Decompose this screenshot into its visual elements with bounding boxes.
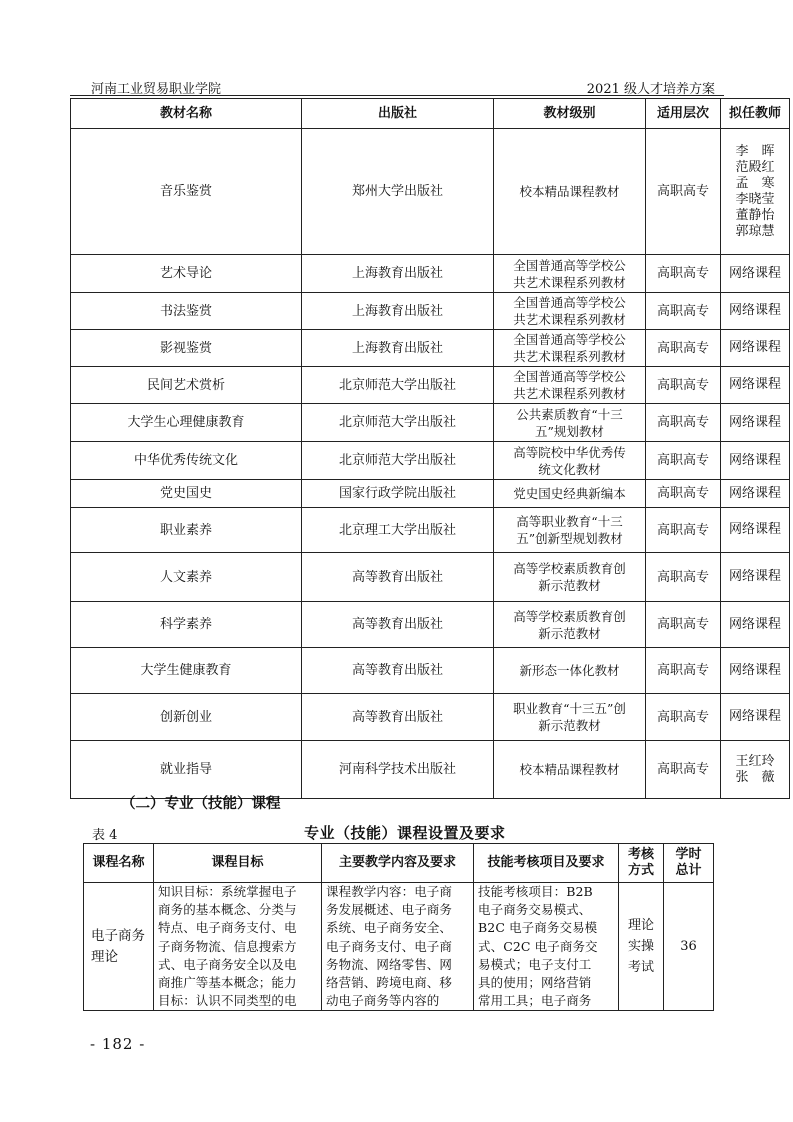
textbook-name: 创新创业 (71, 694, 302, 741)
column-header (664, 844, 714, 883)
textbook-tier: 高职高专 (646, 255, 721, 293)
textbook-tier: 高职高专 (646, 553, 721, 602)
textbook-publisher: 上海教育出版社 (302, 330, 494, 367)
header-rule (70, 95, 724, 96)
course-name-line: 理论 (91, 948, 118, 965)
course-content-line: 务发展概述、电子商务 (326, 902, 453, 918)
textbook-level-line: 高等院校中华优秀传 (513, 444, 626, 460)
textbook-level-line: 全国普通高等学校公 (513, 332, 626, 347)
column-header-line: 方式 (627, 863, 654, 878)
textbook-publisher: 上海教育出版社 (302, 255, 494, 293)
textbook-teacher (721, 367, 790, 404)
column-header (84, 844, 154, 883)
teacher-line: 网络课程 (728, 569, 781, 584)
textbook-publisher: 国家行政学院出版社 (302, 480, 494, 508)
teacher-line: 郭琼慧 (735, 223, 775, 239)
table-row (71, 741, 790, 799)
course-method-line: 实操 (627, 939, 654, 955)
textbook-teacher (721, 553, 790, 602)
teacher-line: 网络课程 (728, 303, 781, 318)
table-row (71, 602, 790, 648)
teacher-line: 网络课程 (728, 377, 781, 392)
table-row (71, 255, 790, 293)
textbook-level-line: 新形态一体化教材 (519, 663, 620, 678)
textbook-level-line: 校本精品课程教材 (519, 762, 620, 777)
course-name-line: 电子商务 (91, 927, 145, 944)
textbook-level (494, 129, 646, 255)
course-content-line: 络营销、跨境电商、移 (326, 975, 453, 991)
textbook-level-line: 高等学校素质教育创 (513, 608, 626, 624)
course-skills (474, 883, 619, 1011)
textbook-tier: 高职高专 (646, 508, 721, 553)
textbook-level-line: 共艺术课程系列教材 (513, 312, 626, 327)
textbook-level-line: 全国普通高等学校公 (513, 369, 626, 384)
course-content-line: 务物流、网络零售、网 (326, 956, 453, 972)
course-objective-line: 子商务物流、信息搜索方 (158, 938, 297, 954)
header-plan-title: 2021 级人才培养方案 (586, 82, 715, 97)
textbook-level (494, 367, 646, 404)
textbook-name: 就业指导 (71, 741, 302, 799)
teacher-line: 李晓莹 (735, 191, 775, 207)
textbook-level (494, 508, 646, 553)
textbook-level-line: 新示范教材 (538, 718, 601, 733)
teacher-line: 网络课程 (728, 709, 781, 724)
column-header-line: 总计 (675, 863, 702, 878)
textbook-tier: 高职高专 (646, 648, 721, 694)
course-table-header-row (84, 844, 714, 883)
course-name (84, 883, 154, 1011)
textbook-level-line: 五”规划教材 (535, 423, 604, 439)
textbook-tier: 高职高专 (646, 442, 721, 480)
textbook-level-line: 共艺术课程系列教材 (513, 349, 626, 364)
textbook-name: 党史国史 (71, 480, 302, 508)
teacher-line: 网络课程 (728, 616, 781, 632)
column-header: 适用层次 (646, 99, 721, 129)
column-header-line: 技能考核项目及要求 (487, 855, 605, 870)
teacher-line: 网络课程 (728, 522, 781, 537)
course-content-line: 课程教学内容：电子商 (326, 884, 453, 899)
textbook-name: 艺术导论 (71, 255, 302, 293)
course-content (322, 883, 474, 1011)
textbook-tier: 高职高专 (646, 741, 721, 799)
textbook-name: 民间艺术赏析 (71, 367, 302, 404)
textbook-tier: 高职高专 (646, 330, 721, 367)
section-title: （二）专业（技能）课程 (121, 795, 281, 812)
textbook-teacher (721, 694, 790, 741)
teacher-line: 网络课程 (728, 662, 781, 678)
column-header-line: 课程名称 (92, 855, 145, 870)
textbook-level (494, 741, 646, 799)
column-header-line: 学时 (675, 847, 702, 862)
teacher-line: 孟 寒 (735, 175, 775, 191)
column-header (154, 844, 322, 883)
column-header (322, 844, 474, 883)
table-row (71, 404, 790, 442)
table-row (71, 293, 790, 330)
course-method-line: 理论 (627, 918, 654, 934)
course-objective-line: 特点、电子商务支付、电 (158, 920, 297, 936)
textbook-level-line: 共艺术课程系列教材 (513, 274, 626, 290)
column-header-line: 考核 (627, 847, 654, 862)
textbook-level (494, 694, 646, 741)
textbook-teacher (721, 648, 790, 694)
teacher-line: 董静怡 (735, 207, 775, 223)
textbook-table (70, 98, 790, 799)
course-objective (154, 883, 322, 1011)
teacher-line: 李 晖 (735, 143, 775, 159)
table-row (71, 648, 790, 694)
course-method (619, 883, 664, 1011)
teacher-line: 网络课程 (728, 452, 781, 468)
course-skills-line: 电子商务交易模式、 (478, 902, 592, 918)
textbook-publisher: 北京师范大学出版社 (302, 442, 494, 480)
textbook-tier: 高职高专 (646, 694, 721, 741)
textbook-publisher: 高等教育出版社 (302, 648, 494, 694)
textbook-publisher: 高等教育出版社 (302, 694, 494, 741)
column-header (474, 844, 619, 883)
column-header: 拟任教师 (721, 99, 790, 129)
column-header-line: 主要教学内容及要求 (338, 855, 456, 870)
column-header: 教材名称 (71, 99, 302, 129)
textbook-name: 职业素养 (71, 508, 302, 553)
textbook-teacher (721, 293, 790, 330)
table-number: 表 4 (92, 828, 118, 843)
textbook-publisher: 高等教育出版社 (302, 602, 494, 648)
textbook-tier: 高职高专 (646, 367, 721, 404)
table-row (71, 553, 790, 602)
textbook-teacher (721, 442, 790, 480)
course-skills-line: 常用工具；电子商务 (478, 993, 592, 1009)
textbook-level-line: 党史国史经典新编本 (513, 486, 626, 501)
textbook-level (494, 404, 646, 442)
teacher-line: 网络课程 (728, 265, 781, 281)
course-skills-line: B2C 电子商务交易模 (478, 920, 598, 936)
textbook-name: 大学生健康教育 (71, 648, 302, 694)
column-header-line: 课程目标 (211, 855, 264, 870)
textbook-publisher: 北京师范大学出版社 (302, 367, 494, 404)
textbook-level-line: 全国普通高等学校公 (513, 295, 626, 310)
table-row (71, 129, 790, 255)
textbook-name: 人文素养 (71, 553, 302, 602)
textbook-level (494, 480, 646, 508)
course-objective-line: 目标：认识不同类型的电 (158, 993, 297, 1009)
textbook-level (494, 648, 646, 694)
course-content-line: 动电子商务等内容的 (326, 993, 440, 1009)
course-skills-line: 式、C2C 电子商务交 (478, 938, 598, 954)
page-number: - 182 - (90, 1035, 146, 1053)
textbook-level-line: 新示范教材 (538, 578, 601, 593)
textbook-teacher (721, 404, 790, 442)
textbook-tier: 高职高专 (646, 293, 721, 330)
table-title: 专业（技能）课程设置及要求 (304, 824, 506, 842)
column-header: 出版社 (302, 99, 494, 129)
table-row (71, 480, 790, 508)
teacher-line: 范殿红 (735, 159, 775, 175)
textbook-publisher: 上海教育出版社 (302, 293, 494, 330)
course-method-line: 考试 (627, 960, 654, 976)
textbook-level-line: 校本精品课程教材 (519, 184, 620, 199)
teacher-line: 网络课程 (728, 485, 781, 501)
column-header: 教材级别 (494, 99, 646, 129)
course-skills-line: 易模式；电子支付工 (478, 956, 592, 972)
course-hours: 36 (664, 883, 714, 1011)
table-row (84, 883, 714, 1011)
course-skills-line: 具的使用；网络营销 (478, 975, 592, 991)
textbook-level-line: 高等职业教育“十三 (516, 514, 623, 529)
textbook-level-line: 五”创新型规划教材 (516, 531, 623, 546)
textbook-teacher (721, 480, 790, 508)
textbook-tier: 高职高专 (646, 602, 721, 648)
textbook-name: 书法鉴赏 (71, 293, 302, 330)
textbook-level (494, 330, 646, 367)
textbook-teacher (721, 129, 790, 255)
textbook-level (494, 293, 646, 330)
textbook-level (494, 553, 646, 602)
textbook-publisher: 高等教育出版社 (302, 553, 494, 602)
textbook-level-line: 高等学校素质教育创 (513, 561, 626, 576)
course-skills-line: 技能考核项目：B2B (478, 884, 593, 899)
textbook-level (494, 255, 646, 293)
textbook-tier: 高职高专 (646, 129, 721, 255)
course-requirements-table (83, 843, 714, 1011)
course-objective-line: 式、电子商务安全以及电 (158, 956, 297, 972)
header-school-name: 河南工业贸易职业学院 (91, 82, 222, 97)
table-row (71, 330, 790, 367)
textbook-tier: 高职高专 (646, 480, 721, 508)
table-row (71, 367, 790, 404)
textbook-teacher (721, 741, 790, 799)
course-content-line: 系统、电子商务安全、 (326, 920, 453, 936)
textbook-name: 音乐鉴赏 (71, 129, 302, 255)
textbook-publisher: 郑州大学出版社 (302, 129, 494, 255)
textbook-teacher (721, 255, 790, 293)
table-row (71, 442, 790, 480)
textbook-name: 科学素养 (71, 602, 302, 648)
textbook-publisher: 河南科学技术出版社 (302, 741, 494, 799)
textbook-name: 中华优秀传统文化 (71, 442, 302, 480)
textbook-name: 影视鉴赏 (71, 330, 302, 367)
table-row (71, 694, 790, 741)
textbook-teacher (721, 508, 790, 553)
textbook-level-line: 统文化教材 (538, 461, 601, 477)
textbook-teacher (721, 602, 790, 648)
textbook-level-line: 共艺术课程系列教材 (513, 386, 626, 401)
teacher-line: 网络课程 (728, 340, 781, 355)
textbook-publisher: 北京理工大学出版社 (302, 508, 494, 553)
textbook-level-line: 职业教育“十三五”创 (513, 701, 626, 716)
course-objective-line: 商务的基本概念、分类与 (158, 902, 297, 918)
textbook-tier: 高职高专 (646, 404, 721, 442)
textbook-level (494, 442, 646, 480)
textbook-teacher (721, 330, 790, 367)
textbook-level-line: 全国普通高等学校公 (513, 257, 626, 273)
course-objective-line: 商推广等基本概念；能力 (158, 975, 297, 991)
textbook-table-header-row (71, 99, 790, 129)
table-row (71, 508, 790, 553)
textbook-level-line: 公共素质教育“十三 (516, 406, 623, 422)
course-content-line: 电子商务支付、电子商 (326, 938, 453, 954)
column-header (619, 844, 664, 883)
textbook-level-line: 新示范教材 (538, 625, 601, 641)
textbook-level (494, 602, 646, 648)
teacher-line: 网络课程 (728, 414, 781, 430)
textbook-name: 大学生心理健康教育 (71, 404, 302, 442)
teacher-line: 王红玲 (735, 753, 775, 769)
course-objective-line: 知识目标：系统掌握电子 (158, 884, 297, 899)
textbook-publisher: 北京师范大学出版社 (302, 404, 494, 442)
teacher-line: 张 薇 (735, 769, 775, 785)
